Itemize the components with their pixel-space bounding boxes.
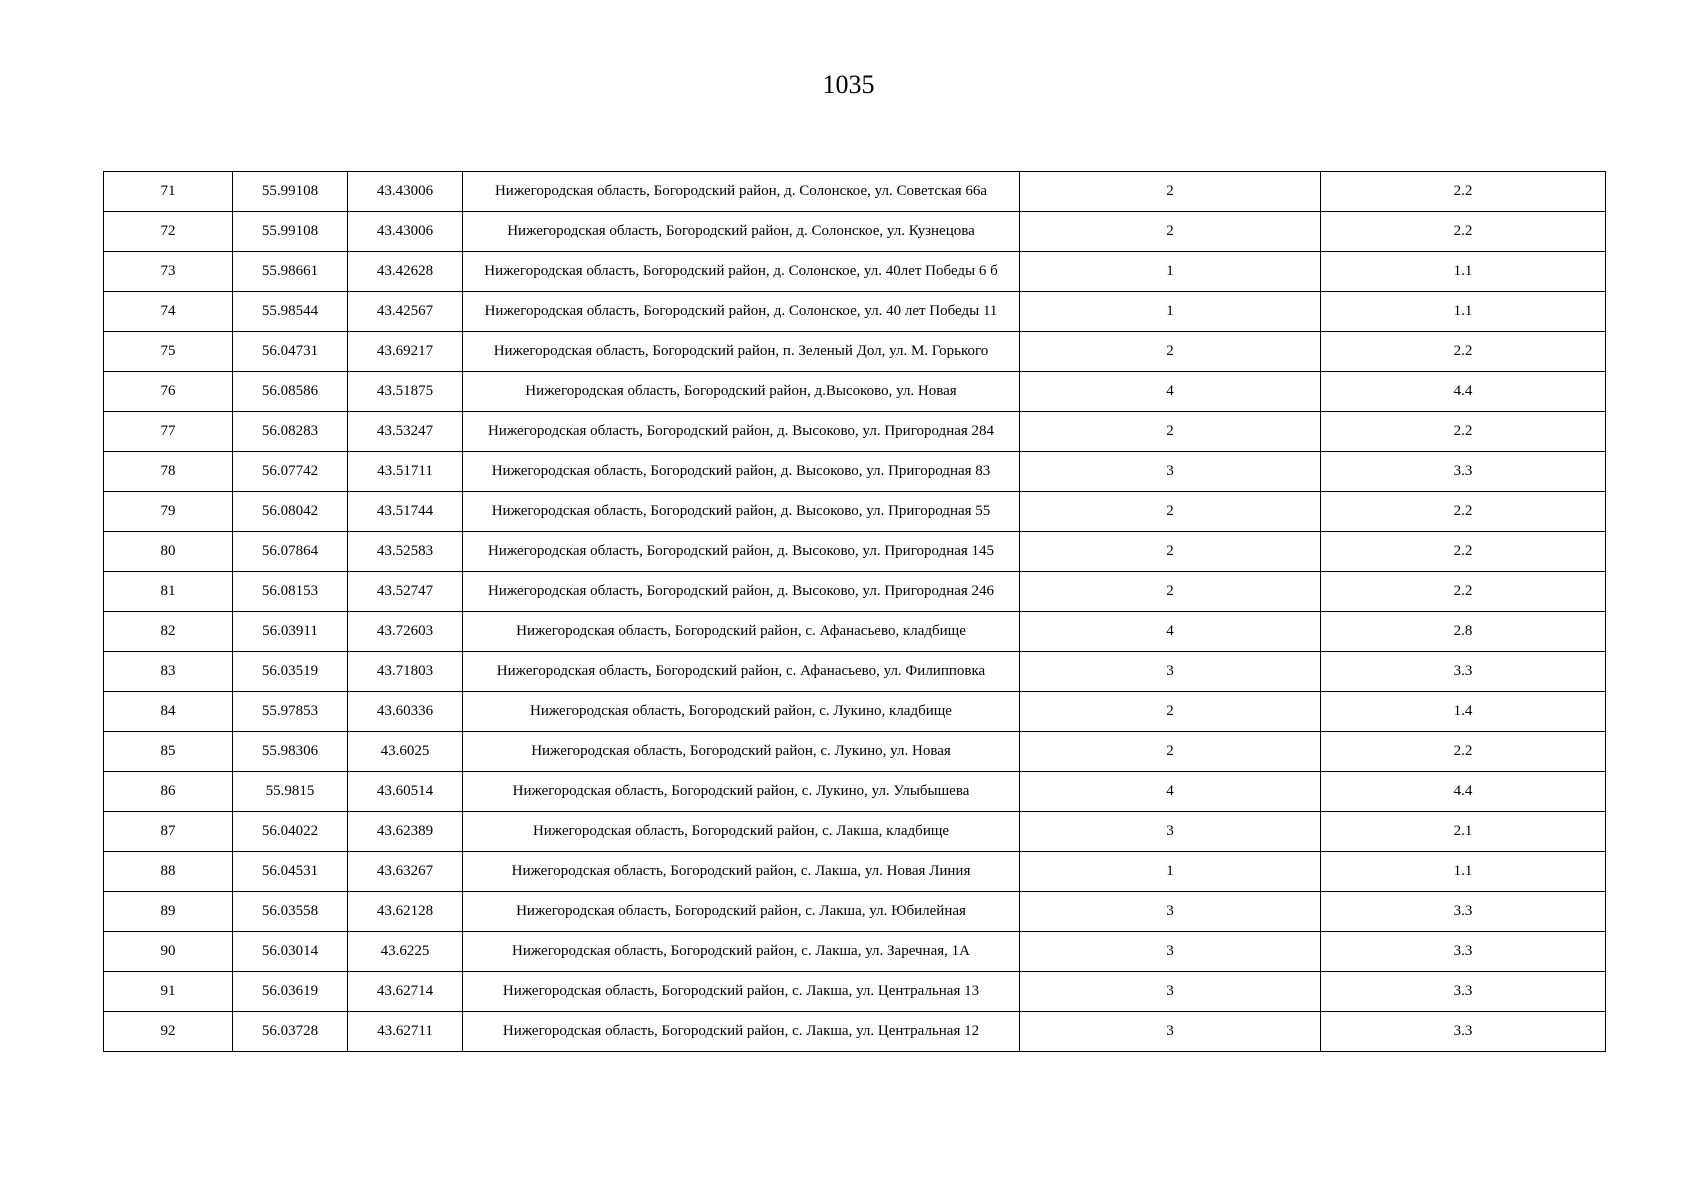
- latitude-cell: 56.07864: [233, 532, 348, 572]
- count-cell: 4: [1020, 372, 1321, 412]
- address-cell: Нижегородская область, Богородский район, с. Афанасьево, ул. Филипповка: [463, 652, 1020, 692]
- volume-cell: 1.1: [1321, 252, 1606, 292]
- longitude-cell: 43.52583: [348, 532, 463, 572]
- row-number-cell: 82: [104, 612, 233, 652]
- table-row: [104, 572, 1606, 612]
- longitude-cell: 43.69217: [348, 332, 463, 372]
- table-row: [104, 292, 1606, 332]
- sites-table: [103, 171, 1606, 1052]
- latitude-cell: 55.99108: [233, 172, 348, 212]
- longitude-cell: 43.60514: [348, 772, 463, 812]
- count-cell: 3: [1020, 932, 1321, 972]
- row-number-cell: 91: [104, 972, 233, 1012]
- volume-cell: 2.2: [1321, 732, 1606, 772]
- volume-cell: 2.2: [1321, 492, 1606, 532]
- volume-cell: 3.3: [1321, 652, 1606, 692]
- latitude-cell: 55.99108: [233, 212, 348, 252]
- address-cell: Нижегородская область, Богородский район, д. Солонское, ул. 40 лет Победы 11: [463, 292, 1020, 332]
- volume-cell: 3.3: [1321, 932, 1606, 972]
- latitude-cell: 56.04731: [233, 332, 348, 372]
- count-cell: 2: [1020, 492, 1321, 532]
- row-number-cell: 73: [104, 252, 233, 292]
- table-row: [104, 852, 1606, 892]
- address-cell: Нижегородская область, Богородский район, с. Лакша, ул. Центральная 12: [463, 1012, 1020, 1052]
- count-cell: 3: [1020, 892, 1321, 932]
- address-cell: Нижегородская область, Богородский район, д. Высоково, ул. Пригородная 284: [463, 412, 1020, 452]
- volume-cell: 1.1: [1321, 292, 1606, 332]
- latitude-cell: 55.98661: [233, 252, 348, 292]
- address-cell: Нижегородская область, Богородский район, д. Солонское, ул. Кузнецова: [463, 212, 1020, 252]
- table-row: [104, 892, 1606, 932]
- address-cell: Нижегородская область, Богородский район, д. Солонское, ул. 40лет Победы 6 б: [463, 252, 1020, 292]
- table-row: [104, 612, 1606, 652]
- volume-cell: 4.4: [1321, 372, 1606, 412]
- row-number-cell: 83: [104, 652, 233, 692]
- longitude-cell: 43.51744: [348, 492, 463, 532]
- table-row: [104, 172, 1606, 212]
- count-cell: 2: [1020, 532, 1321, 572]
- longitude-cell: 43.62128: [348, 892, 463, 932]
- longitude-cell: 43.72603: [348, 612, 463, 652]
- latitude-cell: 55.98544: [233, 292, 348, 332]
- address-cell: Нижегородская область, Богородский район, с. Афанасьево, кладбище: [463, 612, 1020, 652]
- volume-cell: 2.2: [1321, 572, 1606, 612]
- count-cell: 1: [1020, 852, 1321, 892]
- row-number-cell: 79: [104, 492, 233, 532]
- longitude-cell: 43.60336: [348, 692, 463, 732]
- table-row: [104, 452, 1606, 492]
- row-number-cell: 72: [104, 212, 233, 252]
- volume-cell: 2.2: [1321, 172, 1606, 212]
- table-row: [104, 652, 1606, 692]
- volume-cell: 4.4: [1321, 772, 1606, 812]
- latitude-cell: 56.03519: [233, 652, 348, 692]
- row-number-cell: 87: [104, 812, 233, 852]
- longitude-cell: 43.53247: [348, 412, 463, 452]
- address-cell: Нижегородская область, Богородский район, д. Солонское, ул. Советская 66а: [463, 172, 1020, 212]
- count-cell: 2: [1020, 412, 1321, 452]
- volume-cell: 2.2: [1321, 212, 1606, 252]
- volume-cell: 1.1: [1321, 852, 1606, 892]
- row-number-cell: 78: [104, 452, 233, 492]
- address-cell: Нижегородская область, Богородский район, с. Лакша, ул. Заречная, 1А: [463, 932, 1020, 972]
- table-row: [104, 692, 1606, 732]
- latitude-cell: 56.03558: [233, 892, 348, 932]
- count-cell: 4: [1020, 772, 1321, 812]
- row-number-cell: 77: [104, 412, 233, 452]
- address-cell: Нижегородская область, Богородский район, д. Высоково, ул. Пригородная 83: [463, 452, 1020, 492]
- table-row: [104, 412, 1606, 452]
- longitude-cell: 43.51711: [348, 452, 463, 492]
- row-number-cell: 80: [104, 532, 233, 572]
- row-number-cell: 81: [104, 572, 233, 612]
- address-cell: Нижегородская область, Богородский район, с. Лукино, ул. Улыбышева: [463, 772, 1020, 812]
- row-number-cell: 85: [104, 732, 233, 772]
- address-cell: Нижегородская область, Богородский район, с. Лакша, ул. Юбилейная: [463, 892, 1020, 932]
- table-row: [104, 532, 1606, 572]
- volume-cell: 2.2: [1321, 532, 1606, 572]
- row-number-cell: 84: [104, 692, 233, 732]
- volume-cell: 3.3: [1321, 972, 1606, 1012]
- longitude-cell: 43.43006: [348, 212, 463, 252]
- volume-cell: 2.8: [1321, 612, 1606, 652]
- longitude-cell: 43.51875: [348, 372, 463, 412]
- address-cell: Нижегородская область, Богородский район, с. Лукино, кладбище: [463, 692, 1020, 732]
- table-row: [104, 1012, 1606, 1052]
- address-cell: Нижегородская область, Богородский район, с. Лакша, кладбище: [463, 812, 1020, 852]
- row-number-cell: 76: [104, 372, 233, 412]
- row-number-cell: 89: [104, 892, 233, 932]
- longitude-cell: 43.62711: [348, 1012, 463, 1052]
- table-row: [104, 772, 1606, 812]
- count-cell: 2: [1020, 172, 1321, 212]
- latitude-cell: 55.97853: [233, 692, 348, 732]
- latitude-cell: 56.04531: [233, 852, 348, 892]
- address-cell: Нижегородская область, Богородский район, с. Лакша, ул. Центральная 13: [463, 972, 1020, 1012]
- count-cell: 2: [1020, 572, 1321, 612]
- table-row: [104, 212, 1606, 252]
- table-row: [104, 492, 1606, 532]
- latitude-cell: 56.08283: [233, 412, 348, 452]
- latitude-cell: 56.03619: [233, 972, 348, 1012]
- row-number-cell: 88: [104, 852, 233, 892]
- latitude-cell: 56.08042: [233, 492, 348, 532]
- count-cell: 2: [1020, 732, 1321, 772]
- page-number: 1035: [822, 70, 875, 99]
- longitude-cell: 43.6025: [348, 732, 463, 772]
- volume-cell: 2.2: [1321, 412, 1606, 452]
- volume-cell: 1.4: [1321, 692, 1606, 732]
- latitude-cell: 55.98306: [233, 732, 348, 772]
- row-number-cell: 74: [104, 292, 233, 332]
- longitude-cell: 43.6225: [348, 932, 463, 972]
- address-cell: Нижегородская область, Богородский район, д. Высоково, ул. Пригородная 246: [463, 572, 1020, 612]
- longitude-cell: 43.42628: [348, 252, 463, 292]
- table-body: [104, 172, 1606, 1052]
- row-number-cell: 71: [104, 172, 233, 212]
- count-cell: 2: [1020, 332, 1321, 372]
- row-number-cell: 90: [104, 932, 233, 972]
- volume-cell: 3.3: [1321, 452, 1606, 492]
- address-cell: Нижегородская область, Богородский район, с. Лакша, ул. Новая Линия: [463, 852, 1020, 892]
- table-row: [104, 972, 1606, 1012]
- address-cell: Нижегородская область, Богородский район, д. Высоково, ул. Пригородная 145: [463, 532, 1020, 572]
- volume-cell: 2.2: [1321, 332, 1606, 372]
- table-row: [104, 932, 1606, 972]
- count-cell: 3: [1020, 652, 1321, 692]
- table-row: [104, 812, 1606, 852]
- volume-cell: 3.3: [1321, 1012, 1606, 1052]
- row-number-cell: 86: [104, 772, 233, 812]
- longitude-cell: 43.43006: [348, 172, 463, 212]
- latitude-cell: 56.03728: [233, 1012, 348, 1052]
- count-cell: 1: [1020, 292, 1321, 332]
- count-cell: 3: [1020, 1012, 1321, 1052]
- volume-cell: 2.1: [1321, 812, 1606, 852]
- latitude-cell: 55.9815: [233, 772, 348, 812]
- latitude-cell: 56.04022: [233, 812, 348, 852]
- table-row: [104, 252, 1606, 292]
- table-row: [104, 732, 1606, 772]
- table-row: [104, 372, 1606, 412]
- count-cell: 2: [1020, 212, 1321, 252]
- latitude-cell: 56.08153: [233, 572, 348, 612]
- count-cell: 3: [1020, 812, 1321, 852]
- address-cell: Нижегородская область, Богородский район, с. Лукино, ул. Новая: [463, 732, 1020, 772]
- latitude-cell: 56.08586: [233, 372, 348, 412]
- latitude-cell: 56.03014: [233, 932, 348, 972]
- address-cell: Нижегородская область, Богородский район, д. Высоково, ул. Пригородная 55: [463, 492, 1020, 532]
- longitude-cell: 43.62714: [348, 972, 463, 1012]
- count-cell: 1: [1020, 252, 1321, 292]
- volume-cell: 3.3: [1321, 892, 1606, 932]
- longitude-cell: 43.42567: [348, 292, 463, 332]
- count-cell: 3: [1020, 452, 1321, 492]
- table-row: [104, 332, 1606, 372]
- count-cell: 4: [1020, 612, 1321, 652]
- count-cell: 2: [1020, 692, 1321, 732]
- address-cell: Нижегородская область, Богородский район, п. Зеленый Дол, ул. М. Горького: [463, 332, 1020, 372]
- address-cell: Нижегородская область, Богородский район, д.Высоково, ул. Новая: [463, 372, 1020, 412]
- longitude-cell: 43.63267: [348, 852, 463, 892]
- row-number-cell: 92: [104, 1012, 233, 1052]
- longitude-cell: 43.52747: [348, 572, 463, 612]
- row-number-cell: 75: [104, 332, 233, 372]
- latitude-cell: 56.07742: [233, 452, 348, 492]
- longitude-cell: 43.62389: [348, 812, 463, 852]
- longitude-cell: 43.71803: [348, 652, 463, 692]
- latitude-cell: 56.03911: [233, 612, 348, 652]
- count-cell: 3: [1020, 972, 1321, 1012]
